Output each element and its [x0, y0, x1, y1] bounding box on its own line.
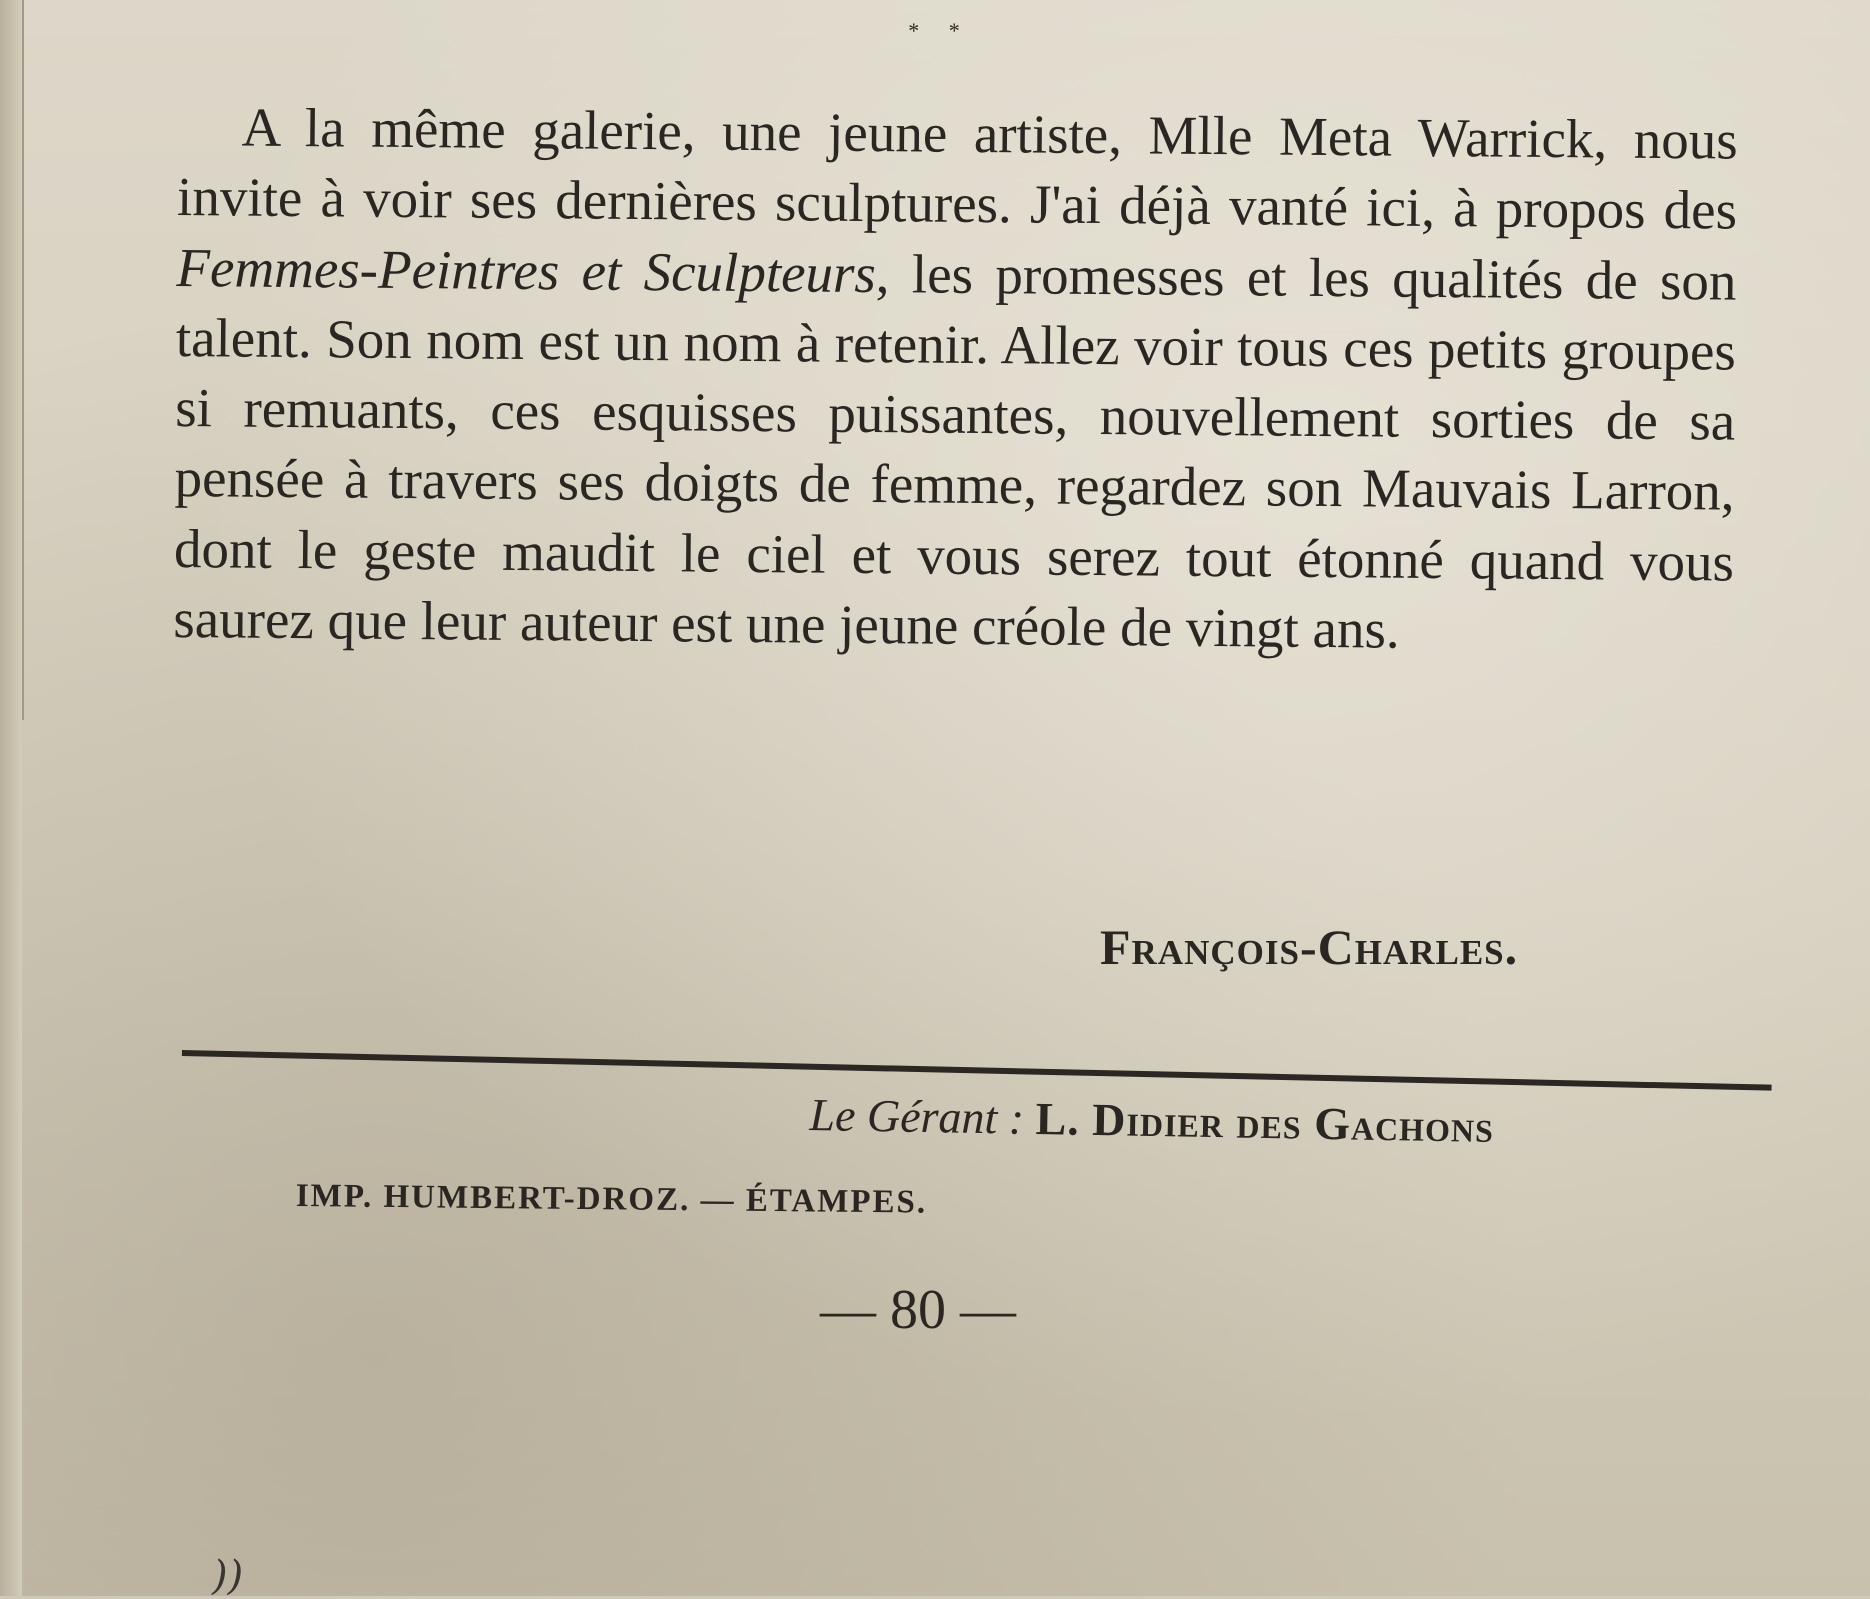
handwritten-mark: )) [212, 1553, 244, 1599]
gerant-label: Le Gérant : [809, 1088, 1025, 1144]
article-italic-title: Femmes-Peintres et Sculpteurs [176, 236, 877, 304]
article-text-part-2: , les promesses et les qualités de son talent. Son nom est un nom à retenir. Allez voir tous ces petits groupes si remuants, ces esquisses puissantes, nouvellement sorties de sa pensée à travers ses doigts de femme, regardez son Mauvais Larron, dont le geste maudit le ciel et vous serez tout étonné quand vous saurez que leur auteur est une jeune créole de vingt ans. [173, 242, 1737, 660]
page-edge-shadow [0, 0, 22, 1596]
article-paragraph [173, 92, 1738, 668]
gerant-name: L. Didier des Gachons [1035, 1092, 1495, 1152]
author-signature: François-Charles. [1100, 919, 1519, 975]
section-divider-rule [182, 1050, 1772, 1091]
printer-line: IMP. HUMBERT-DROZ. — ÉTAMPES. [295, 1178, 928, 1221]
article-text-part-1: A la même galerie, une jeune artiste, Mlle Meta Warrick, nous invite à voir ses dernières sculptures. J'ai déjà vanté ici, à propos des [176, 96, 1738, 241]
page-number: — 80 — [820, 1279, 1016, 1341]
section-ornament: * * [908, 18, 972, 43]
gerant-line [809, 1088, 1790, 1158]
facing-page-edge [22, 0, 24, 720]
